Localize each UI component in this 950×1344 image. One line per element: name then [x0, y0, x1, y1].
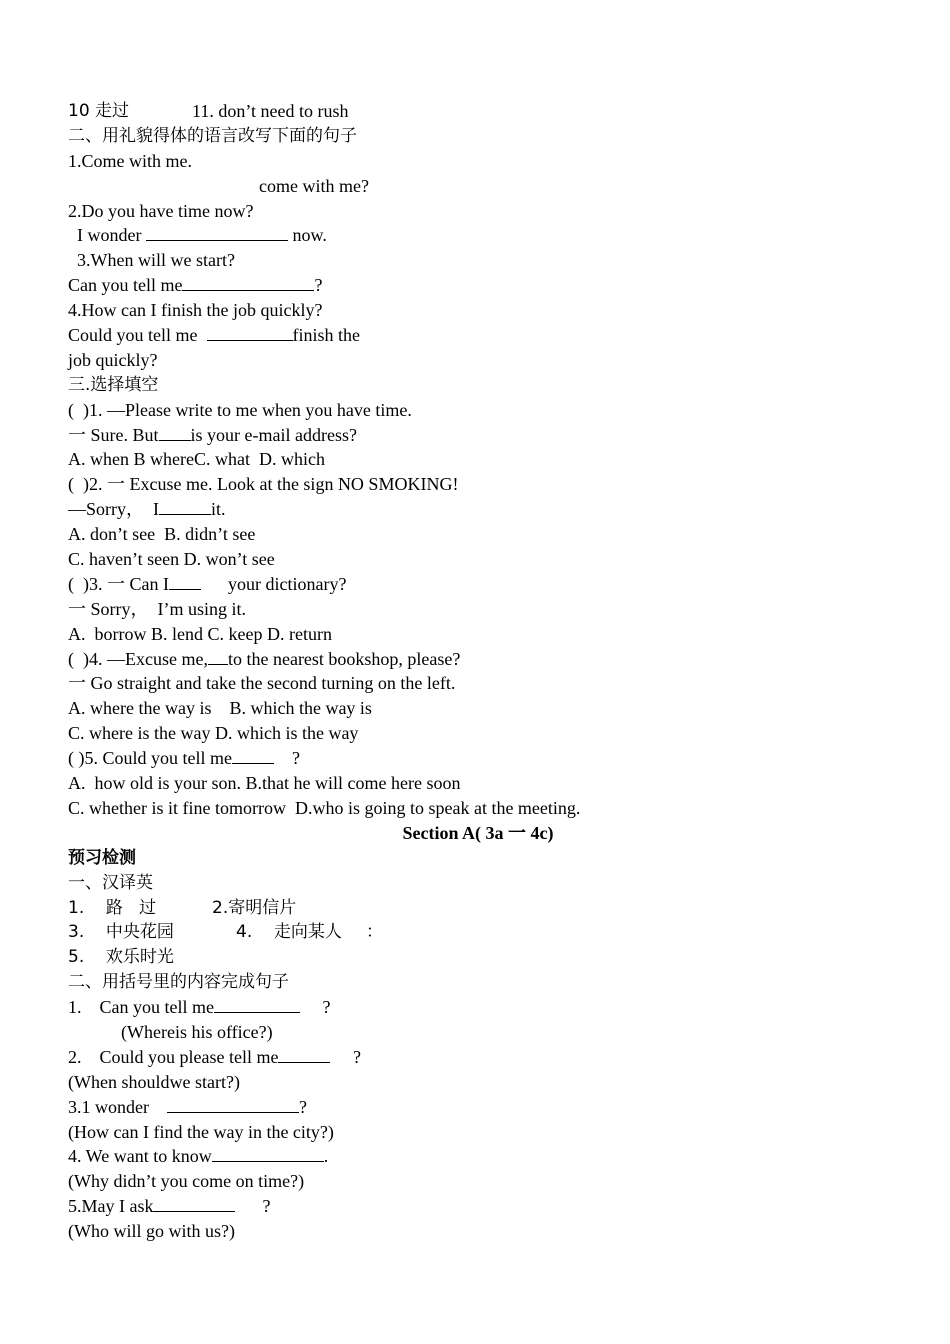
question-3-options: A. borrow B. lend C. keep D. return: [68, 623, 332, 644]
complete-hint-5: (Who will go with us?): [68, 1221, 235, 1242]
document-page: [68, 99, 888, 1244]
question-2-options-a: A. don’t see B. didn’t see: [68, 524, 256, 545]
question-1-options: A. when B whereC. what D. which: [68, 449, 325, 470]
blank-underline: [278, 1046, 330, 1063]
complete-hint-1: (Whereis his office?): [121, 1021, 273, 1042]
text-line-10: Could you tell me finish the: [68, 325, 360, 346]
question-4-options-b: C. where is the way D. which is the way: [68, 723, 359, 744]
text-line-24: 一 Go straight and take the second turning on the left.: [68, 673, 456, 694]
blank-underline: [207, 324, 293, 341]
blank-underline: [182, 274, 314, 291]
blank-underline: [212, 1145, 324, 1162]
complete-hint-2: (When shouldwe start?): [68, 1071, 240, 1092]
text-line-6: I wonder now.: [68, 225, 327, 246]
complete-hint-3: (How can I find the way in the city?): [68, 1121, 334, 1142]
complete-line-4: 4. We want to know .: [68, 1146, 329, 1167]
complete-hint-4: (Why didn’t you come on time?): [68, 1171, 305, 1192]
blank-underline: [146, 224, 288, 241]
blank-underline: [169, 573, 201, 590]
text-line-8: Can you tell me ?: [68, 275, 323, 296]
text-line-7: 3.When will we start?: [68, 250, 235, 271]
text-line-4: come with me?: [259, 175, 369, 196]
preview-heading: 预习检测: [68, 847, 136, 868]
question-4-options-a: A. where the way is B. which the way is: [68, 698, 372, 719]
text-line-1: 10 走过 11. don’t need to rush: [68, 101, 349, 121]
translate-line-2: 3. 中央花园 4. 走向某人 ：: [68, 922, 383, 943]
text-line-5: 2.Do you have time now?: [68, 200, 254, 221]
text-line-9: 4.How can I finish the job quickly?: [68, 300, 323, 321]
section-heading-rewrite: 二、用礼貌得体的语言改写下面的句子: [68, 125, 357, 146]
question-2: ( )2. 一 Excuse me. Look at the sign NO SMOKING!: [68, 474, 459, 495]
blank-underline: [159, 424, 191, 441]
question-4: ( )4. —Excuse me, to the nearest bookshop, please?: [68, 648, 461, 669]
blank-underline: [214, 996, 300, 1013]
translate-line-1: 1. 路 过 2.寄明信片: [68, 897, 297, 918]
complete-line-3: 3.1 wonder ?: [68, 1096, 307, 1117]
blank-underline: [208, 648, 228, 665]
text-line-3: 1.Come with me.: [68, 150, 192, 171]
question-3: ( )3. 一 Can I your dictionary?: [68, 573, 347, 594]
section-heading-choice: 三.选择填空: [68, 374, 159, 395]
blank-underline: [167, 1096, 299, 1113]
complete-line-5: 5.May I ask ?: [68, 1196, 271, 1217]
complete-heading: 二、用括号里的内容完成句子: [68, 972, 289, 993]
complete-line-1: 1. Can you tell me ?: [68, 997, 331, 1018]
translate-line-3: 5. 欢乐时光: [68, 947, 174, 968]
blank-underline: [232, 747, 274, 764]
text-line-14: 一 Sure. But is your e-mail address?: [68, 424, 357, 445]
blank-underline: [153, 1195, 235, 1212]
question-1: ( )1. —Please write to me when you have time.: [68, 399, 412, 420]
question-5-options-b: C. whether is it fine tomorrow D.who is going to speak at the meeting.: [68, 797, 581, 818]
question-5-options-a: A. how old is your son. B.that he will come here soon: [68, 773, 461, 794]
translate-heading: 一、汉译英: [68, 872, 153, 893]
complete-line-2: 2. Could you please tell me ?: [68, 1046, 361, 1067]
text-line-21: 一 Sorry， I’m using it.: [68, 598, 246, 619]
question-2-options-b: C. haven’t seen D. won’t see: [68, 549, 275, 570]
question-5: ( )5. Could you tell me ?: [68, 748, 300, 769]
text-line-11: job quickly?: [68, 349, 158, 370]
section-title: Section A( 3a 一 4c): [402, 822, 554, 843]
text-line-17: —Sorry， I it.: [68, 499, 226, 520]
blank-underline: [159, 498, 211, 515]
